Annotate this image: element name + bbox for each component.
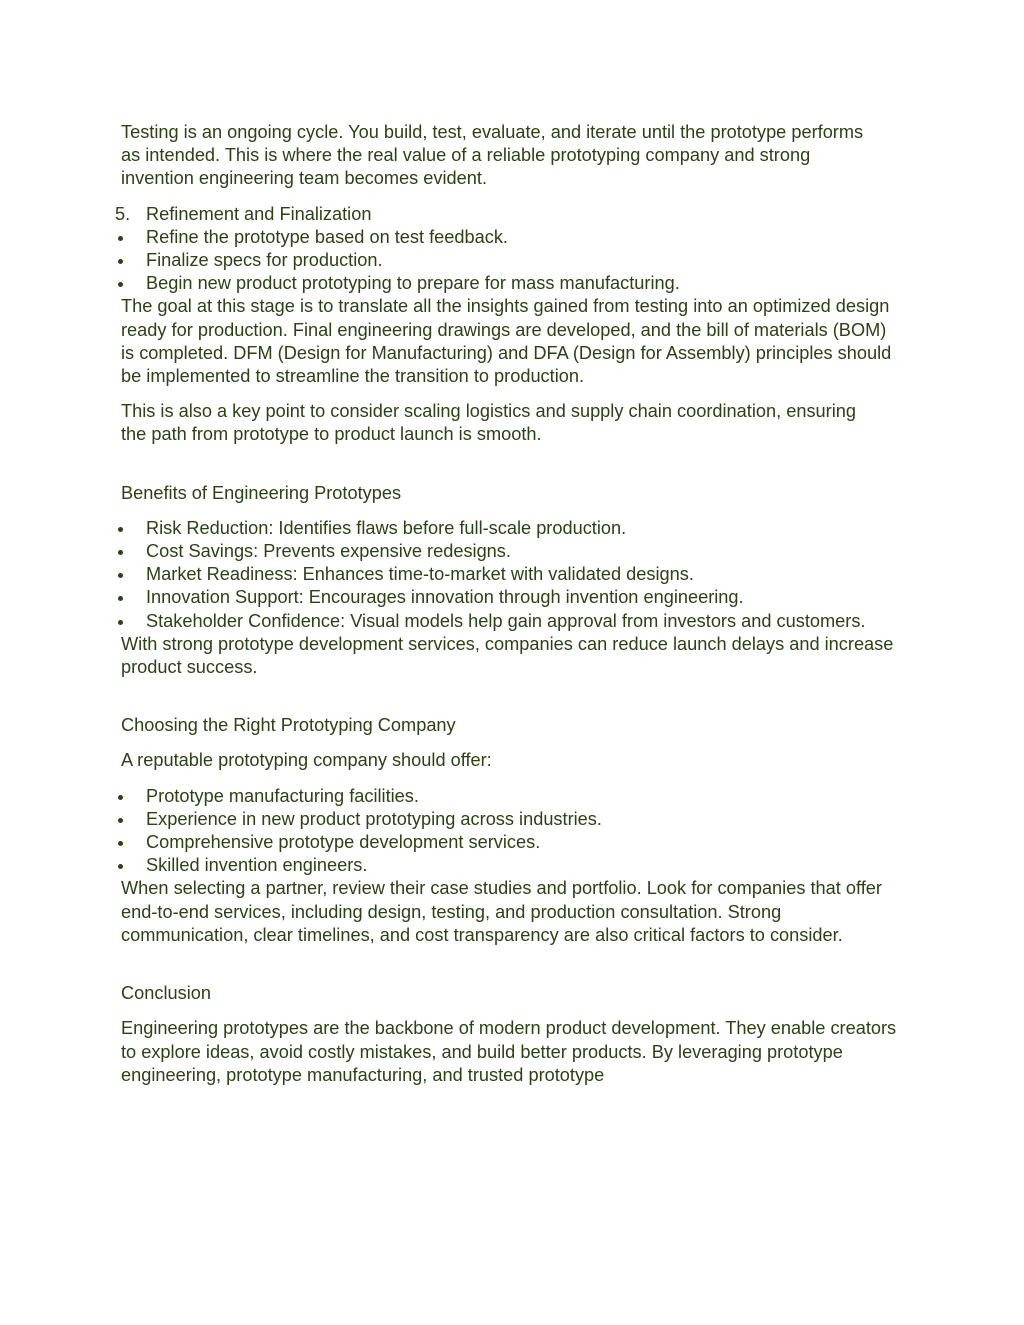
conclusion-paragraph: Engineering prototypes are the backbone of modern product development. They enable creators to explore ideas, avoid costly mistakes, and build better products. By leveraging prototype engineering, prototype manufacturing, and trusted prototype bbox=[121, 1018, 897, 1085]
benefits-list bbox=[121, 517, 881, 633]
step5-paragraph-2: This is also a key point to consider scaling logistics and supply chain coordination, ensuring the path from prototype to product launch is smooth. bbox=[121, 401, 856, 445]
choosing-list bbox=[121, 785, 911, 878]
choosing-intro: A reputable prototyping company should offer: bbox=[121, 750, 492, 771]
list-item: Skilled invention engineers. bbox=[121, 854, 911, 877]
conclusion-heading: Conclusion bbox=[121, 983, 211, 1004]
list-item: Finalize specs for production. bbox=[121, 249, 911, 272]
benefits-paragraph: With strong prototype development services, companies can reduce launch delays and increase product success. bbox=[121, 633, 894, 678]
list-item: Experience in new product prototyping across industries. bbox=[121, 808, 911, 831]
choosing-paragraph: When selecting a partner, review their case studies and portfolio. Look for companies that offer end-to-end services, including design, testing, and production consultation. Strong communication, clear timelines, and cost transparency are also critical factors to consider. bbox=[121, 878, 882, 945]
document-page bbox=[115, 121, 911, 1087]
list-item: Refine the prototype based on test feedback. bbox=[121, 226, 911, 249]
step-5 bbox=[115, 203, 911, 226]
list-item: Risk Reduction: Identifies flaws before full-scale production. bbox=[121, 517, 881, 540]
step5-paragraph-1: The goal at this stage is to translate all the insights gained from testing into an optimized design ready for production. Final engineering drawings are developed, and the bill of materials (BOM) is completed. DFM (Design for Manufacturing) and DFA (Design for Assembly) principles should be implemented to streamline the transition to production. bbox=[121, 296, 892, 387]
benefits-heading: Benefits of Engineering Prototypes bbox=[121, 482, 402, 503]
list-item: Comprehensive prototype development services. bbox=[121, 831, 911, 854]
list-item: Begin new product prototyping to prepare for mass manufacturing. bbox=[121, 272, 911, 295]
list-item: Innovation Support: Encourages innovation through invention engineering. bbox=[121, 586, 881, 609]
step-list bbox=[115, 203, 911, 226]
list-item: Market Readiness: Enhances time-to-market with validated designs. bbox=[121, 563, 881, 586]
intro-paragraph: Testing is an ongoing cycle. You build, test, evaluate, and iterate until the prototype performs as intended. This is where the real value of a reliable prototyping company and strong invention engineering team becomes evident. bbox=[121, 122, 864, 189]
step5-bullets bbox=[121, 226, 911, 296]
list-item: Cost Savings: Prevents expensive redesigns. bbox=[121, 540, 881, 563]
list-item: Prototype manufacturing facilities. bbox=[121, 785, 911, 808]
step-number: 5. bbox=[115, 203, 131, 224]
choosing-heading: Choosing the Right Prototyping Company bbox=[121, 715, 456, 736]
list-item: Stakeholder Confidence: Visual models help gain approval from investors and customers. bbox=[121, 610, 881, 633]
step-title: Refinement and Finalization bbox=[146, 203, 372, 224]
